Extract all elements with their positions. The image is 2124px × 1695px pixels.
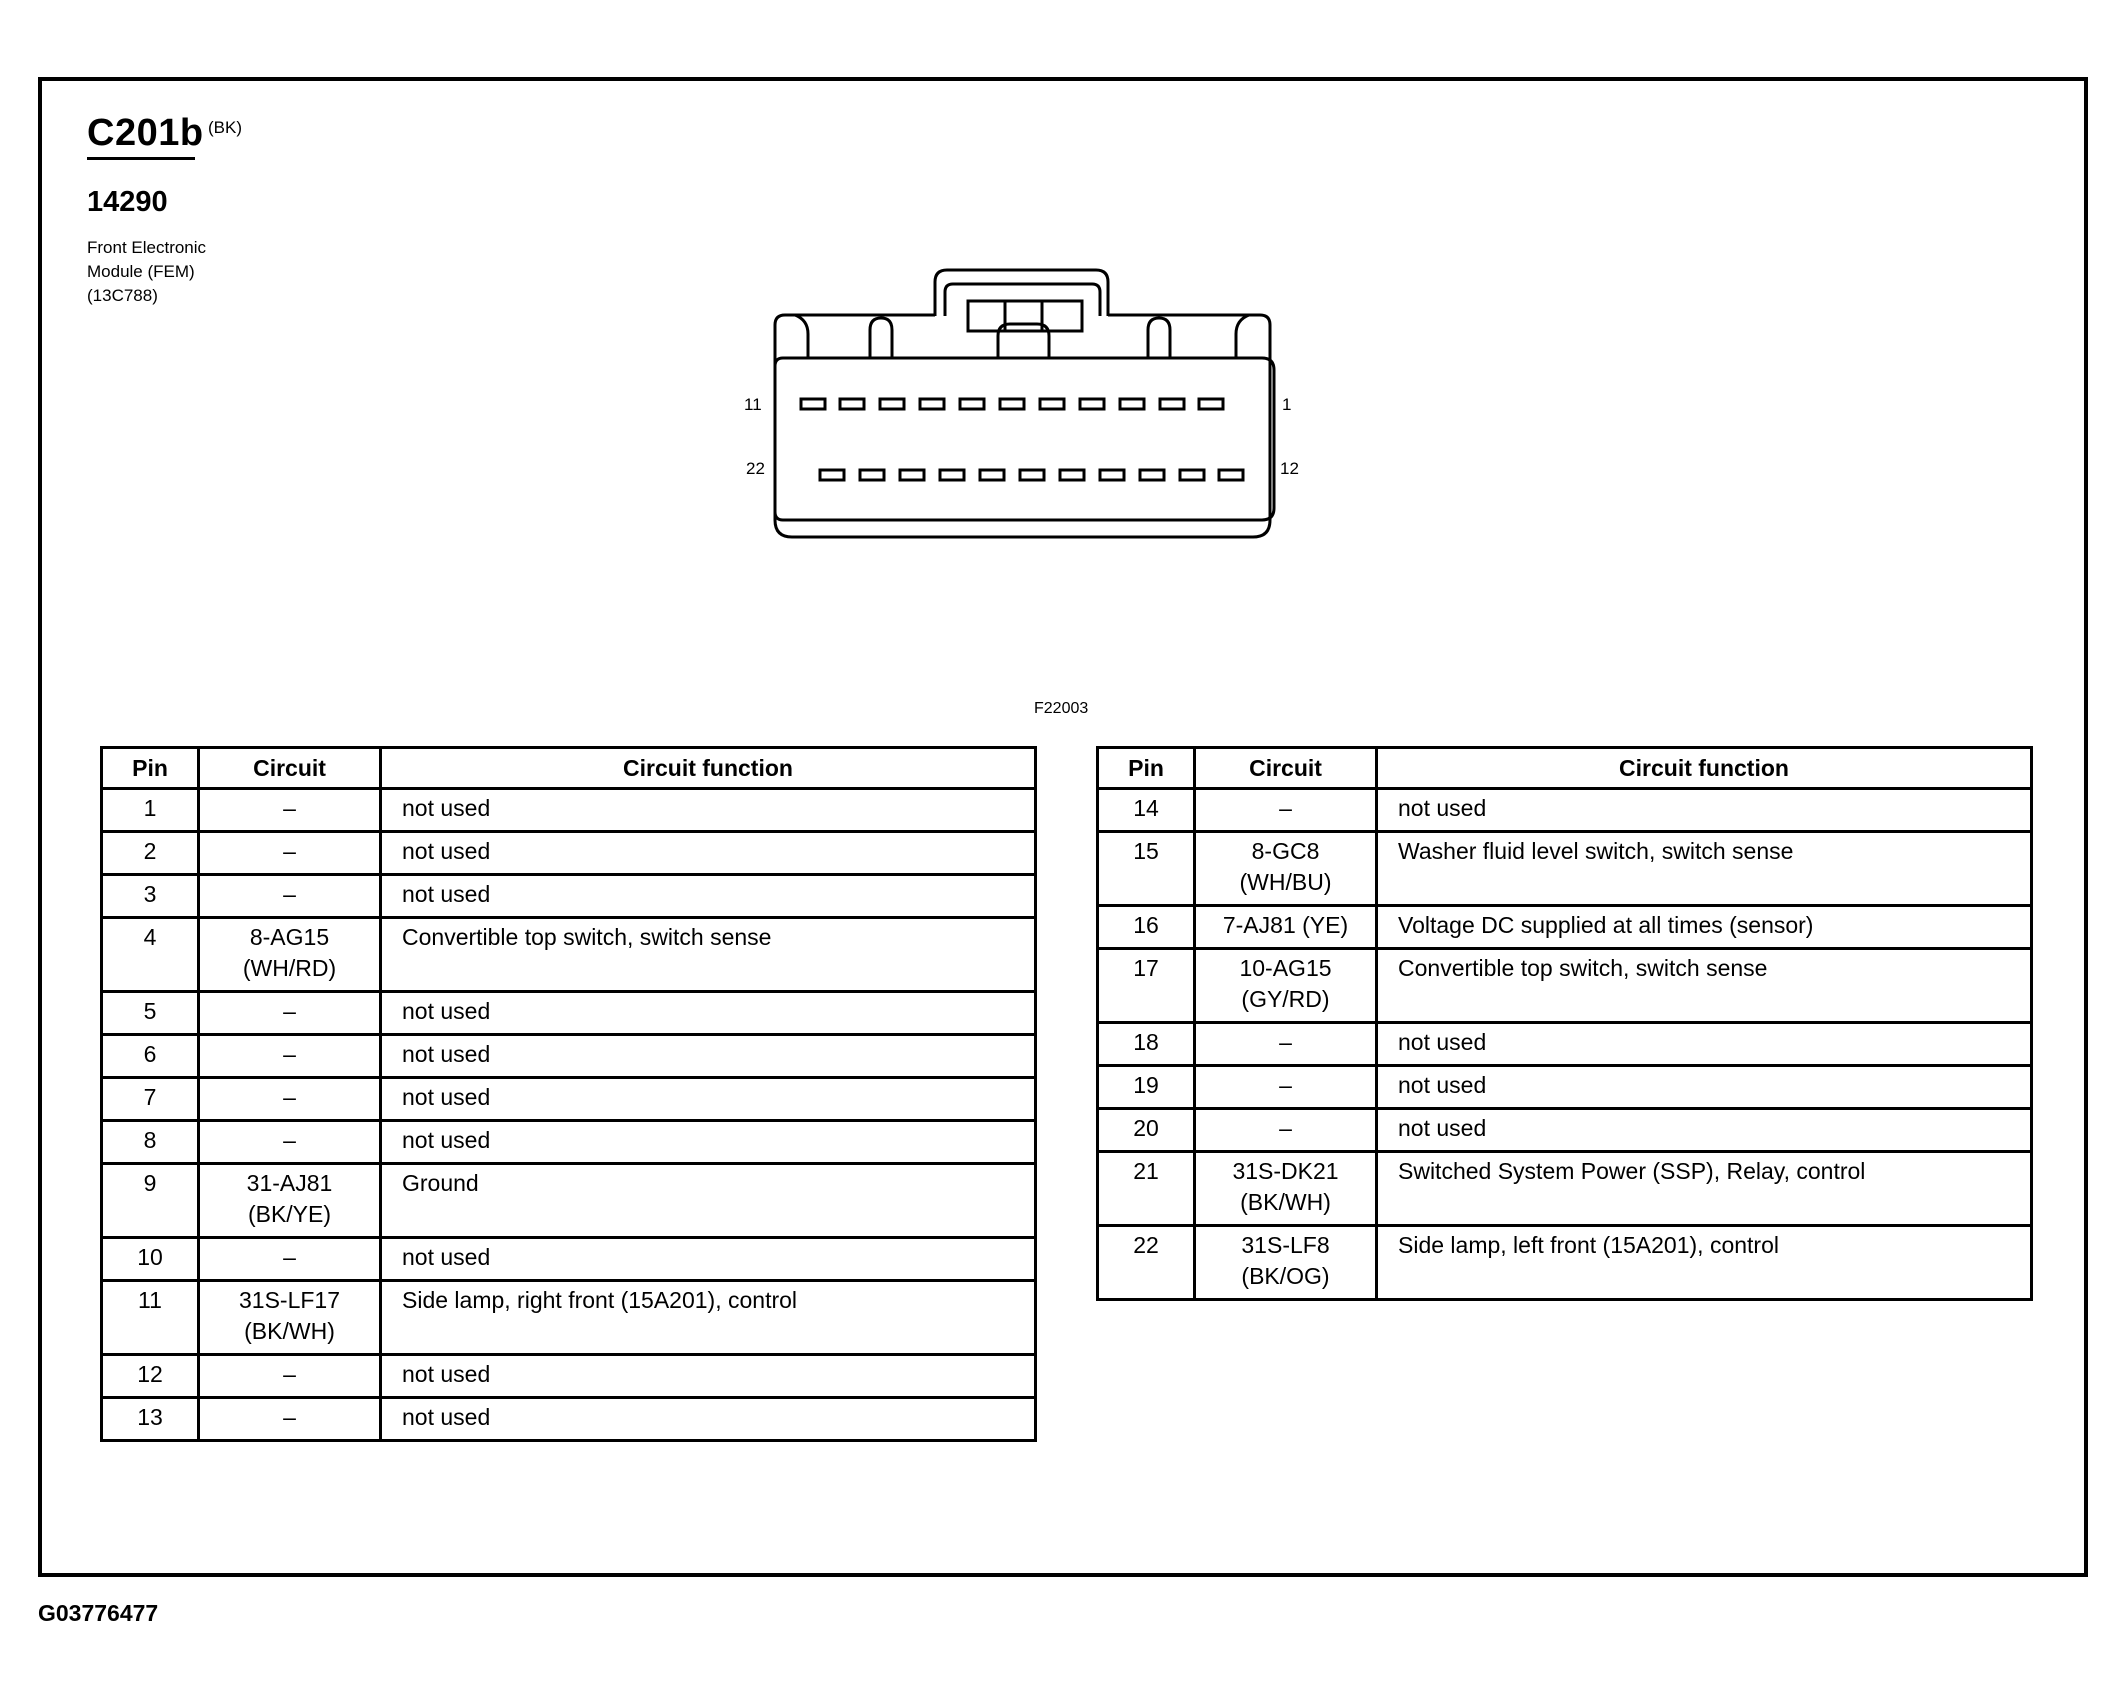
circuit-function-cell: not used — [381, 1121, 1036, 1164]
pin-number-cell: 10 — [102, 1238, 199, 1281]
circuit-code: – — [283, 838, 296, 864]
circuit-cell — [1195, 1109, 1377, 1152]
pin-number-cell: 20 — [1098, 1109, 1195, 1152]
pin-label-top-left: 11 — [744, 395, 762, 414]
circuit-cell — [199, 1238, 381, 1281]
table-row — [102, 1355, 1036, 1398]
pin-cavities-top-row — [801, 399, 1223, 409]
table-row — [102, 1035, 1036, 1078]
circuit-cell — [199, 918, 381, 992]
circuit-function-cell: Voltage DC supplied at all times (sensor) — [1377, 906, 2032, 949]
circuit-cell — [1195, 949, 1377, 1023]
pin-number-cell: 11 — [102, 1281, 199, 1355]
circuit-function-cell: not used — [381, 832, 1036, 875]
circuit-function-cell: not used — [1377, 789, 2032, 832]
circuit-function-cell: Side lamp, right front (15A201), control — [381, 1281, 1036, 1355]
pin-number-cell: 17 — [1098, 949, 1195, 1023]
table-row — [1098, 1226, 2032, 1300]
table-row — [102, 1398, 1036, 1441]
pinout-table-left — [100, 746, 1037, 1442]
connector-face-drawing — [0, 0, 2124, 700]
table-row — [102, 875, 1036, 918]
pin-label-bottom-left: 22 — [746, 459, 765, 478]
circuit-code: 7-AJ81 (YE) — [1222, 912, 1349, 938]
circuit-code: – — [283, 1084, 296, 1110]
table-row — [1098, 1152, 2032, 1226]
description-line: Module (FEM) — [87, 262, 195, 281]
header-circuit-function: Circuit function — [1377, 748, 2032, 789]
pin-number-cell: 1 — [102, 789, 199, 832]
pin-number-cell: 13 — [102, 1398, 199, 1441]
circuit-code: 31S-LF17 — [238, 1287, 340, 1313]
circuit-code: – — [283, 1361, 296, 1387]
circuit-function-cell: Washer fluid level switch, switch sense — [1377, 832, 2032, 906]
circuit-function-cell: not used — [381, 1238, 1036, 1281]
connector-color-code: (BK) — [208, 118, 242, 137]
table-row — [102, 1121, 1036, 1164]
header-pin: Pin — [102, 748, 199, 789]
circuit-cell — [199, 1164, 381, 1238]
circuit-cell — [1195, 1226, 1377, 1300]
pin-number-cell: 8 — [102, 1121, 199, 1164]
pin-number-cell: 6 — [102, 1035, 199, 1078]
pinout-table-right — [1096, 746, 2033, 1301]
table-row — [102, 918, 1036, 992]
circuit-code: – — [1279, 1072, 1292, 1098]
circuit-cell — [199, 1281, 381, 1355]
pin-number-cell: 5 — [102, 992, 199, 1035]
connector-lock-latch — [968, 301, 1082, 331]
circuit-code: – — [283, 1041, 296, 1067]
connector-id: C201b — [87, 112, 204, 154]
pin-number-cell: 9 — [102, 1164, 199, 1238]
pin-number-cell: 19 — [1098, 1066, 1195, 1109]
document-code: G03776477 — [38, 1600, 159, 1626]
wire-color: (BK/WH) — [1240, 1189, 1331, 1215]
pin-number-cell: 18 — [1098, 1023, 1195, 1066]
pin-number-cell: 4 — [102, 918, 199, 992]
circuit-cell — [1195, 906, 1377, 949]
circuit-code: 31S-LF8 — [1241, 1232, 1330, 1258]
circuit-cell — [199, 832, 381, 875]
circuit-function-cell: not used — [1377, 1109, 2032, 1152]
circuit-function-cell: not used — [381, 1078, 1036, 1121]
circuit-function-cell: not used — [381, 789, 1036, 832]
circuit-cell — [1195, 1023, 1377, 1066]
circuit-code: – — [283, 1244, 296, 1270]
part-number: 14290 — [87, 186, 168, 218]
circuit-code: – — [283, 881, 296, 907]
table-row — [102, 1164, 1036, 1238]
table-header-row — [102, 748, 1036, 789]
circuit-function-cell: Ground — [381, 1164, 1036, 1238]
table-row — [1098, 832, 2032, 906]
circuit-function-cell: not used — [381, 992, 1036, 1035]
pin-label-bottom-right: 12 — [1280, 459, 1299, 478]
circuit-cell — [1195, 1152, 1377, 1226]
table-row — [102, 992, 1036, 1035]
table-header-row — [1098, 748, 2032, 789]
circuit-code: – — [283, 1404, 296, 1430]
pin-number-cell: 3 — [102, 875, 199, 918]
circuit-cell — [1195, 1066, 1377, 1109]
pin-number-cell: 22 — [1098, 1226, 1195, 1300]
circuit-code: 31-AJ81 — [246, 1170, 333, 1196]
table-row — [1098, 1023, 2032, 1066]
header-circuit: Circuit — [1195, 748, 1377, 789]
pin-label-top-right: 1 — [1282, 395, 1292, 414]
circuit-code: – — [1279, 795, 1292, 821]
circuit-code: 8-GC8 — [1251, 838, 1320, 864]
wire-color: (BK/OG) — [1241, 1263, 1330, 1289]
wire-color: (WH/BU) — [1239, 869, 1332, 895]
circuit-function-cell: not used — [1377, 1023, 2032, 1066]
circuit-function-cell: Side lamp, left front (15A201), control — [1377, 1226, 2032, 1300]
table-row — [102, 1238, 1036, 1281]
circuit-cell — [1195, 789, 1377, 832]
table-row — [102, 789, 1036, 832]
pin-number-cell: 7 — [102, 1078, 199, 1121]
circuit-code: – — [283, 1127, 296, 1153]
circuit-code: 8-AG15 — [249, 924, 330, 950]
table-row — [102, 1281, 1036, 1355]
circuit-function-cell: not used — [381, 1035, 1036, 1078]
table-row — [1098, 789, 2032, 832]
header-pin: Pin — [1098, 748, 1195, 789]
pin-number-cell: 16 — [1098, 906, 1195, 949]
table-row — [1098, 1066, 2032, 1109]
wire-color: (BK/YE) — [247, 1201, 332, 1227]
connector-housing-outline — [775, 315, 1270, 537]
circuit-cell — [199, 875, 381, 918]
pin-number-cell: 21 — [1098, 1152, 1195, 1226]
circuit-function-cell: Switched System Power (SSP), Relay, control — [1377, 1152, 2032, 1226]
circuit-function-cell: not used — [381, 1398, 1036, 1441]
header-circuit: Circuit — [199, 748, 381, 789]
table-row — [102, 1078, 1036, 1121]
connector-face — [775, 358, 1274, 520]
description-line: (13C788) — [87, 286, 158, 305]
circuit-code: – — [283, 998, 296, 1024]
circuit-function-cell: Convertible top switch, switch sense — [381, 918, 1036, 992]
circuit-cell — [199, 1121, 381, 1164]
description-line: Front Electronic — [87, 238, 207, 257]
circuit-code: 31S-DK21 — [1232, 1158, 1339, 1184]
pin-number-cell: 14 — [1098, 789, 1195, 832]
wire-color: (GY/RD) — [1241, 986, 1330, 1012]
circuit-function-cell: Convertible top switch, switch sense — [1377, 949, 2032, 1023]
wire-color: (WH/RD) — [242, 955, 337, 981]
pin-number-cell: 12 — [102, 1355, 199, 1398]
circuit-code: – — [283, 795, 296, 821]
circuit-function-cell: not used — [381, 1355, 1036, 1398]
wire-color: (BK/WH) — [244, 1318, 335, 1344]
circuit-cell — [199, 1355, 381, 1398]
circuit-code: – — [1279, 1115, 1292, 1141]
pin-number-cell: 15 — [1098, 832, 1195, 906]
table-row — [1098, 949, 2032, 1023]
table-row — [1098, 1109, 2032, 1152]
figure-code: F22003 — [1034, 700, 1089, 717]
circuit-code: – — [1279, 1029, 1292, 1055]
circuit-cell — [199, 1398, 381, 1441]
circuit-cell — [199, 789, 381, 832]
circuit-cell — [199, 992, 381, 1035]
circuit-cell — [199, 1078, 381, 1121]
circuit-code: 10-AG15 — [1239, 955, 1332, 981]
pin-number-cell: 2 — [102, 832, 199, 875]
circuit-function-cell: not used — [381, 875, 1036, 918]
header-circuit-function: Circuit function — [381, 748, 1036, 789]
circuit-cell — [199, 1035, 381, 1078]
table-row — [1098, 906, 2032, 949]
table-row — [102, 832, 1036, 875]
circuit-cell — [1195, 832, 1377, 906]
circuit-function-cell: not used — [1377, 1066, 2032, 1109]
pin-cavities-bottom-row — [820, 470, 1243, 480]
